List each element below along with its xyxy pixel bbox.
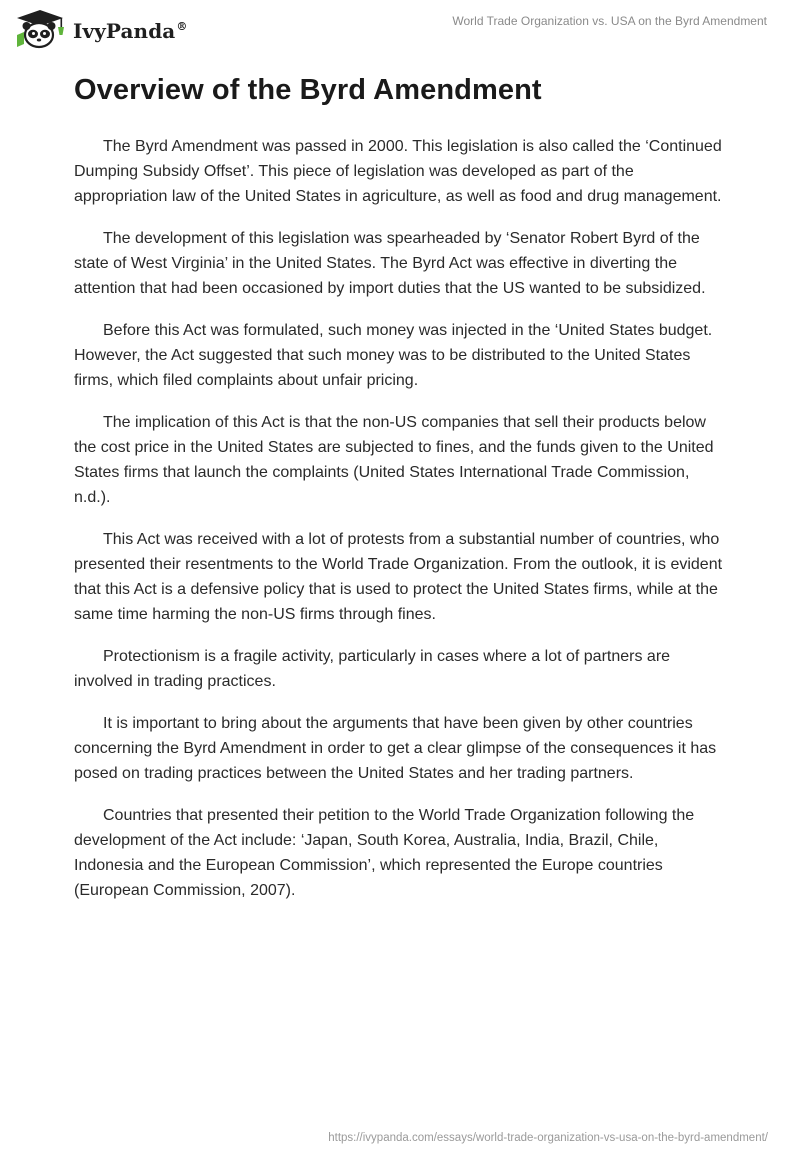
ivypanda-logo[interactable]	[14, 9, 187, 49]
registered-mark: ®	[176, 20, 188, 34]
panda-graduate-icon	[14, 9, 66, 49]
paragraph: Countries that presented their petition to the World Trade Organization following the development of the Act include: ‘Japan, South Korea, Australia, India, Brazil, Chile, Indonesia and the European Commission’, which represented the Europe countries (European Commission, 2007).	[74, 807, 695, 899]
page-title: Overview of the Byrd Amendment	[74, 74, 542, 106]
source-url-link[interactable]: https://ivypanda.com/essays/world-trade-organization-vs-usa-on-the-byrd-amendment/	[328, 1132, 768, 1144]
paragraph: The Byrd Amendment was passed in 2000. This legislation is also called the ‘Continued Dumping Subsidy Offset’. This piece of legislation was developed as part of the appropriation law of the United States in agriculture, as well as food and drug management.	[74, 138, 722, 205]
paragraph: Before this Act was formulated, such money was injected in the ‘United States budget. However, the Act suggested that such money was to be distributed to the United States firms, which filed complaints about unfair pricing.	[74, 322, 713, 389]
paragraph: This Act was received with a lot of protests from a substantial number of countries, who presented their resentments to the World Trade Organization. From the outlook, it is evident that this Act is a defensive policy that is used to protect the United States firms, while at the same time harming the non-US firms through fines.	[74, 531, 723, 623]
brand-name	[73, 19, 187, 43]
brand-label: IvyPanda	[73, 19, 176, 43]
running-title: World Trade Organization vs. USA on the Byrd Amendment	[452, 14, 767, 28]
paragraph: It is important to bring about the arguments that have been given by other countries concerning the Byrd Amendment in order to get a clear glimpse of the consequences it has posed on trading practices between the United States and her trading partners.	[74, 715, 717, 782]
paragraph: The development of this legislation was spearheaded by ‘Senator Robert Byrd of the state of West Virginia’ in the United States. The Byrd Act was effective in diverting the attention that had been occasioned by import duties that the US wanted to be subsidized.	[74, 230, 706, 297]
article-body	[74, 134, 726, 920]
paragraph: The implication of this Act is that the non-US companies that sell their products below the cost price in the United States are subjected to fines, and the funds given to the United States firms that launch the complaints (United States International Trade Commission, n.d.).	[74, 414, 714, 506]
paragraph: Protectionism is a fragile activity, particularly in cases where a lot of partners are involved in trading practices.	[74, 648, 671, 690]
page-header	[0, 0, 800, 64]
